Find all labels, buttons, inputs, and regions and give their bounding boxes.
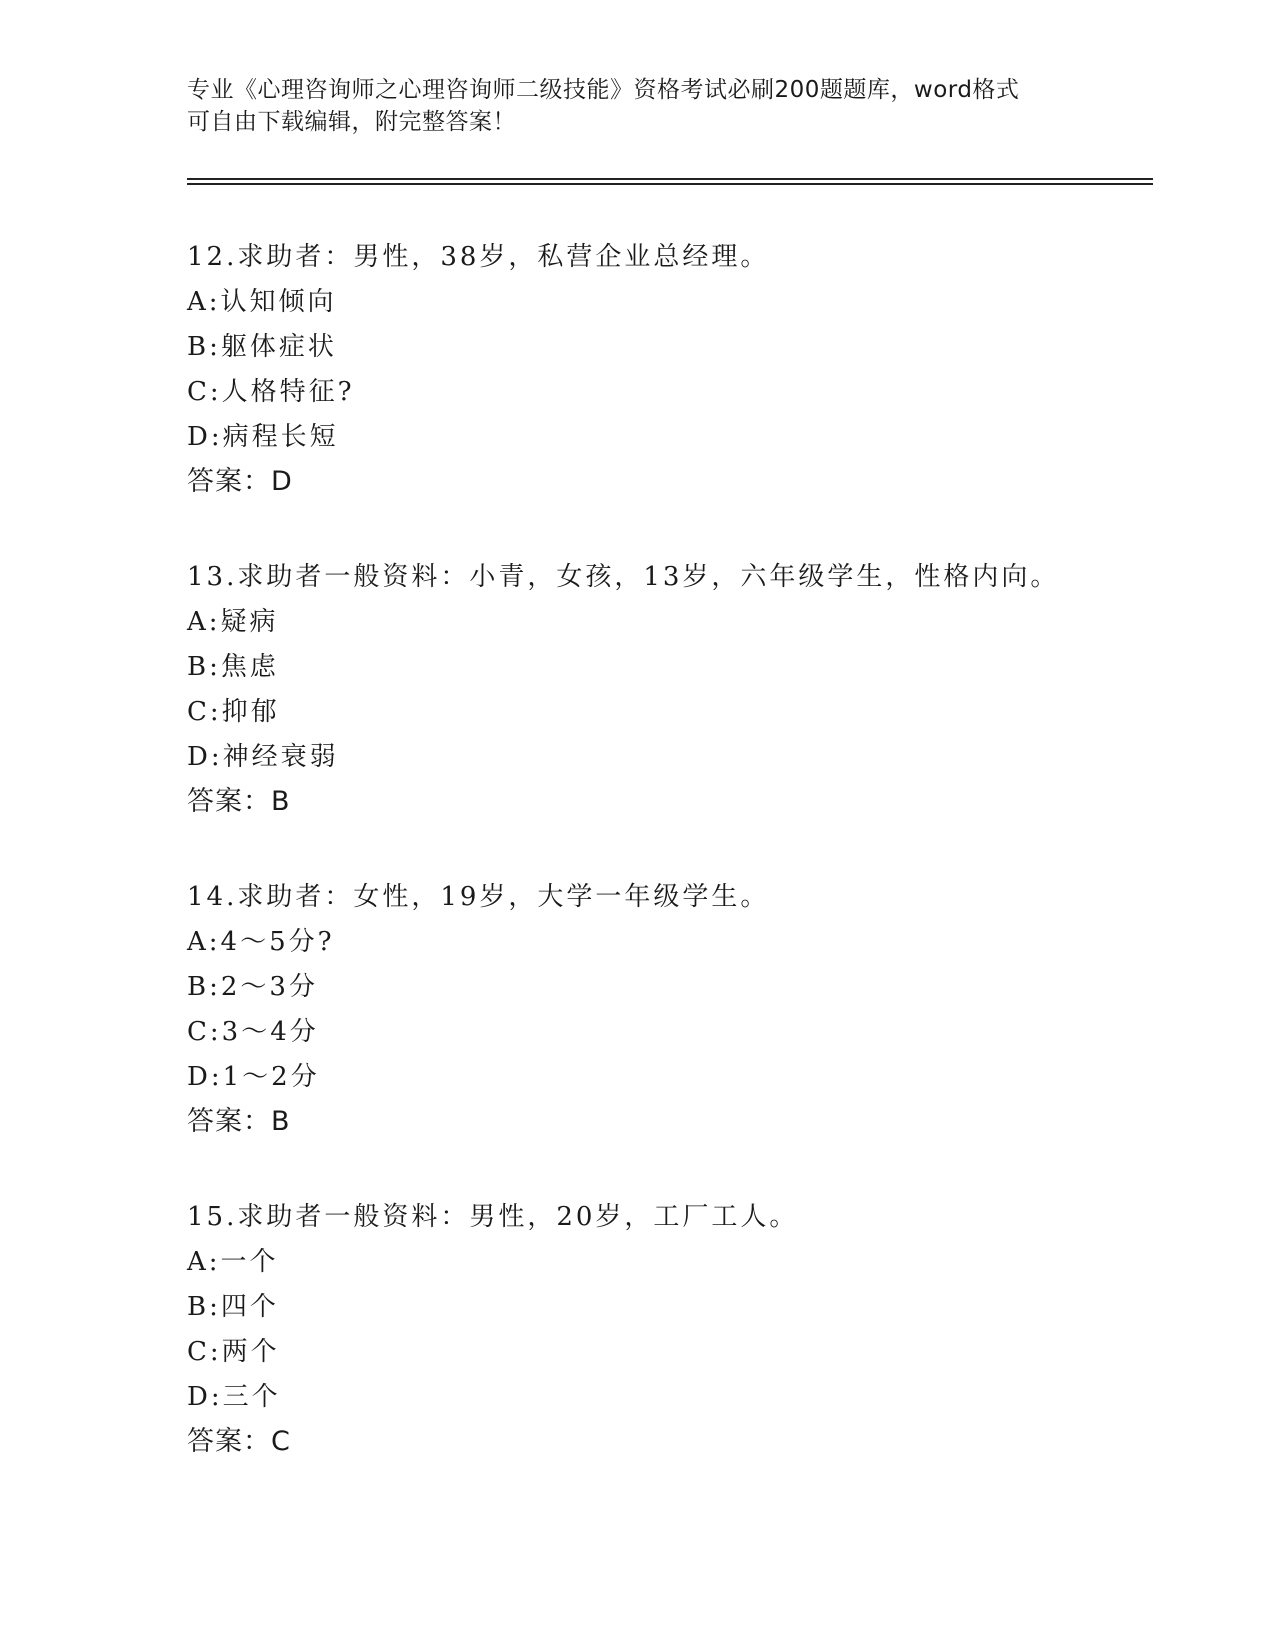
answer-line: 答案：D: [187, 466, 293, 497]
option-a: A:4～5分?: [187, 927, 335, 957]
option-b: B:2～3分: [187, 972, 318, 1002]
question-stem: 14.求助者：女性，19岁，大学一年级学生。: [187, 882, 770, 912]
option-b: B:四个: [187, 1292, 279, 1322]
question-14: [187, 880, 1147, 1150]
option-d: D:1～2分: [187, 1062, 320, 1092]
option-a: A:疑病: [187, 607, 279, 637]
answer-line: 答案：B: [187, 1106, 291, 1137]
header-line-2: 可自由下载编辑，附完整答案！: [187, 109, 516, 135]
option-b: B:躯体症状: [187, 332, 337, 362]
document-header: [187, 74, 1087, 138]
answer-line: 答案：B: [187, 786, 291, 817]
question-13: [187, 560, 1147, 830]
question-15: [187, 1200, 1147, 1470]
option-d: D:三个: [187, 1382, 281, 1412]
option-c: C:抑郁: [187, 697, 280, 727]
question-12: [187, 240, 1147, 510]
answer-line: 答案：C: [187, 1426, 291, 1457]
option-c: C:两个: [187, 1337, 280, 1367]
option-d: D:神经衰弱: [187, 742, 339, 772]
option-d: D:病程长短: [187, 422, 339, 452]
option-c: C:3～4分: [187, 1017, 319, 1047]
question-stem: 15.求助者一般资料：男性，20岁，工厂工人。: [187, 1202, 799, 1232]
option-a: A:一个: [187, 1247, 279, 1277]
header-divider-top: [187, 178, 1153, 180]
option-c: C:人格特征?: [187, 377, 355, 407]
option-b: B:焦虑: [187, 652, 279, 682]
header-line-1: 专业《心理咨询师之心理咨询师二级技能》资格考试必刷200题题库，word格式: [187, 77, 1020, 103]
question-stem: 13.求助者一般资料：小青，女孩，13岁，六年级学生，性格内向。: [187, 562, 1060, 592]
option-a: A:认知倾向: [187, 287, 337, 317]
question-stem: 12.求助者：男性，38岁，私营企业总经理。: [187, 242, 770, 272]
header-divider-bottom: [187, 183, 1153, 185]
